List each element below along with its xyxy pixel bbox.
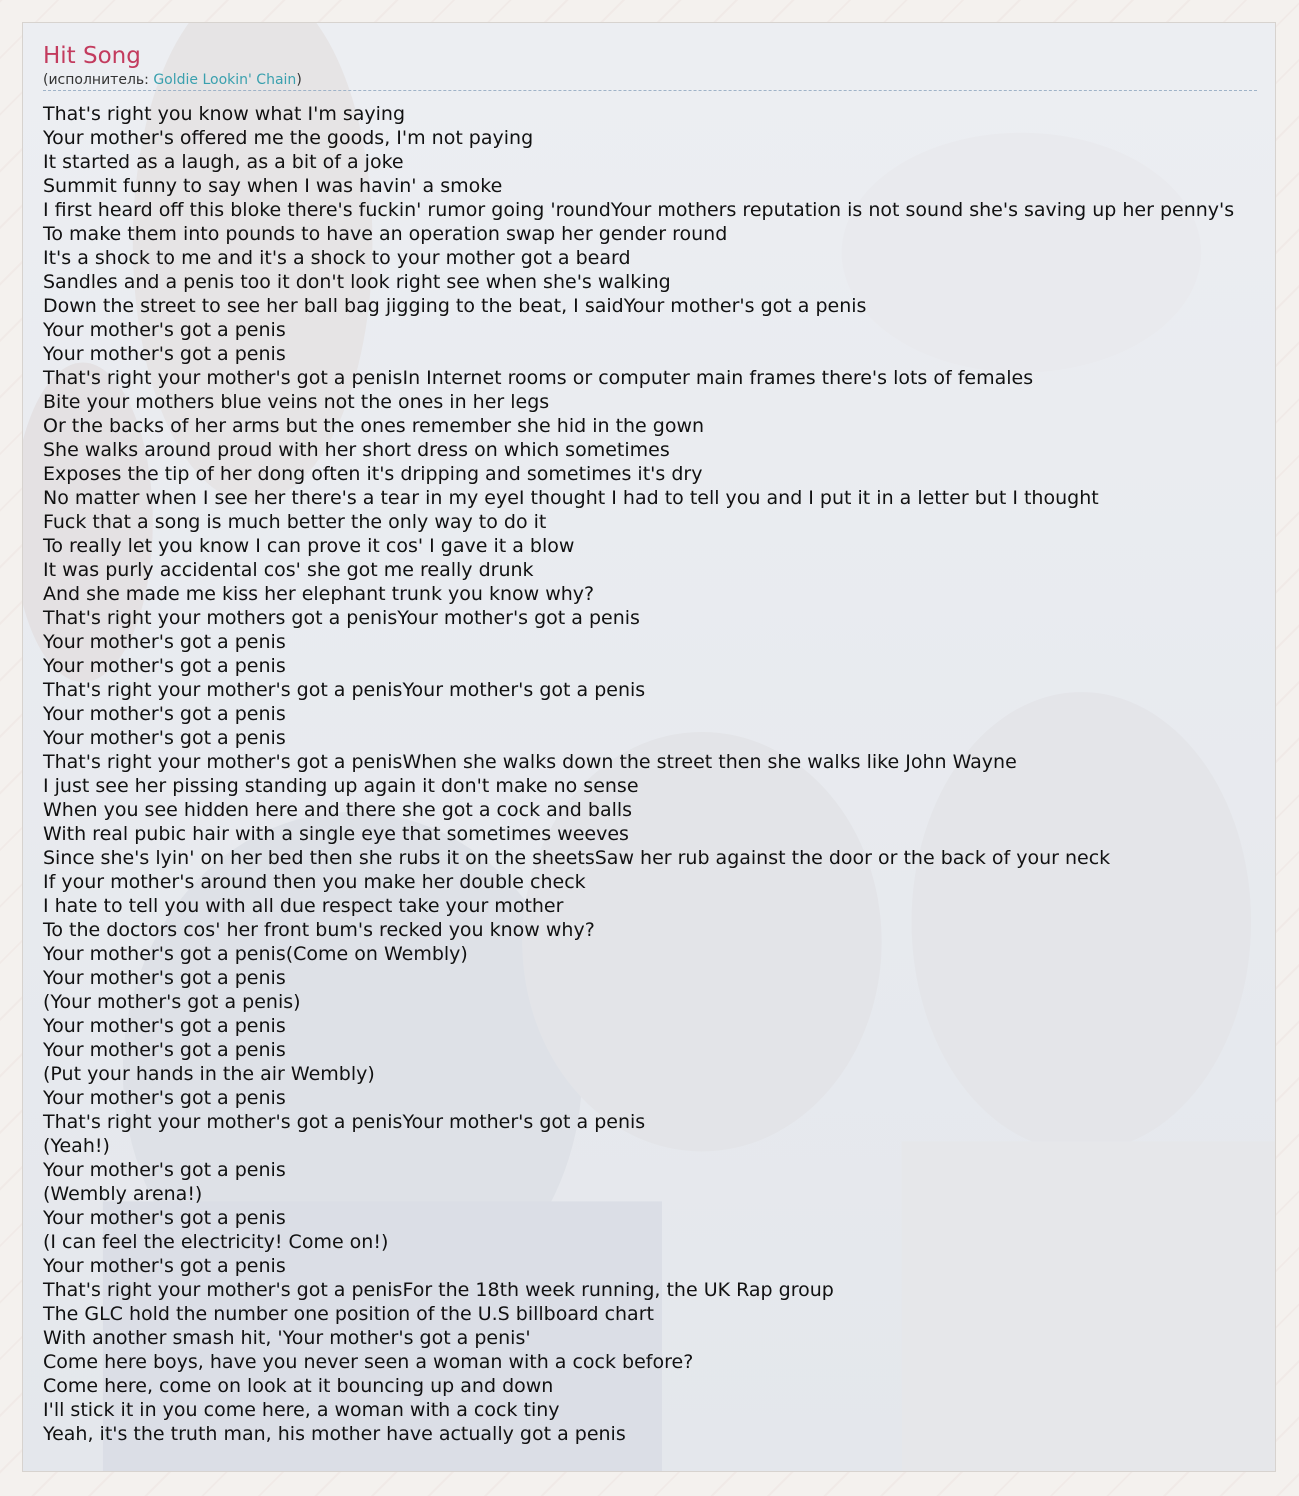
lyric-line: That's right your mother's got a penisWhen she walks down the street then she walks like John Wayne [43,751,1017,773]
lyric-line: Come here, come on look at it bouncing up and down [43,1375,554,1397]
lyric-line: Exposes the tip of her dong often it's dripping and sometimes it's dry [43,463,703,485]
song-content [43,41,1275,1471]
lyric-line: Down the street to see her ball bag jigging to the beat, I saidYour mother's got a penis [43,295,867,317]
lyric-line: (Wembly arena!) [43,1183,203,1205]
lyric-line: I hate to tell you with all due respect take your mother [43,895,564,917]
lyric-line: Yeah, it's the truth man, his mother have actually got a penis [43,1423,626,1445]
lyric-line: Bite your mothers blue veins not the ones in her legs [43,391,550,413]
lyric-line: If your mother's around then you make her double check [43,871,586,893]
lyric-line: Your mother's got a penis [43,319,286,341]
lyric-line: (Your mother's got a penis) [43,991,301,1013]
artist-prefix: (исполнитель: [43,72,154,88]
lyric-line: (Yeah!) [43,1135,110,1157]
lyric-line: Your mother's got a penis [43,967,286,989]
lyric-line: Your mother's got a penis [43,1255,286,1277]
lyric-line: I first heard off this bloke there's fuckin' rumor going 'roundYour mothers reputation is not sound she's saving up her penny's [43,199,1235,221]
lyric-line: I just see her pissing standing up again it don't make no sense [43,775,639,797]
lyric-line: Come here boys, have you never seen a woman with a cock before? [43,1351,694,1373]
lyric-line: To the doctors cos' her front bum's recked you know why? [43,919,595,941]
lyric-line: That's right you know what I'm saying [43,103,406,125]
lyric-line: (Put your hands in the air Wembly) [43,1063,375,1085]
lyric-line: Your mother's got a penis [43,1039,286,1061]
artist-link[interactable]: Goldie Lookin' Chain [153,72,297,88]
lyric-line: I'll stick it in you come here, a woman with a cock tiny [43,1399,560,1421]
lyric-line: Your mother's got a penis [43,343,286,365]
lyric-line: Your mother's got a penis [43,655,286,677]
lyric-line: Your mother's got a penis [43,1087,286,1109]
lyric-line: Your mother's got a penis [43,1015,286,1037]
lyric-line: Your mother's offered me the goods, I'm not paying [43,127,534,149]
artist-suffix: ) [296,72,302,88]
lyric-line: When you see hidden here and there she got a cock and balls [43,799,633,821]
lyric-line: To make them into pounds to have an operation swap her gender round [43,223,728,245]
lyric-line: That's right your mother's got a penisFor the 18th week running, the UK Rap group [43,1279,834,1301]
lyric-line: Fuck that a song is much better the only way to do it [43,511,547,533]
lyric-line: That's right your mother's got a penisYour mother's got a penis [43,1111,646,1133]
song-title: Hit Song [43,43,141,69]
lyric-line: It's a shock to me and it's a shock to your mother got a beard [43,247,631,269]
lyric-line: Your mother's got a penis(Come on Wembly) [43,943,468,965]
lyric-line: Your mother's got a penis [43,703,286,725]
lyric-line: Your mother's got a penis [43,727,286,749]
lyric-line: Since she's lyin' on her bed then she rubs it on the sheetsSaw her rub against the door or the back of your neck [43,847,1111,869]
title-divider [43,90,1257,91]
lyric-line: To really let you know I can prove it cos' I gave it a blow [43,535,575,557]
lyric-line: With real pubic hair with a single eye that sometimes weeves [43,823,629,845]
lyric-line: Your mother's got a penis [43,1159,286,1181]
lyric-line: That's right your mothers got a penisYour mother's got a penis [43,607,640,629]
lyric-line: No matter when I see her there's a tear in my eyeI thought I had to tell you and I put it in a letter but I thought [43,487,1099,509]
lyrics-panel [22,22,1276,1472]
lyric-line: And she made me kiss her elephant trunk you know why? [43,583,595,605]
lyric-line: That's right your mother's got a penisYour mother's got a penis [43,679,646,701]
lyric-line: Your mother's got a penis [43,631,286,653]
lyric-line: Your mother's got a penis [43,1207,286,1229]
lyric-line: Summit funny to say when I was havin' a smoke [43,175,503,197]
lyric-line: (I can feel the electricity! Come on!) [43,1231,389,1253]
lyric-line: Sandles and a penis too it don't look right see when she's walking [43,271,671,293]
lyric-line: Or the backs of her arms but the ones remember she hid in the gown [43,415,705,437]
lyric-line: She walks around proud with her short dress on which sometimes [43,439,670,461]
lyrics-body [43,102,1276,1446]
lyric-line: The GLC hold the number one position of the U.S billboard chart [43,1303,654,1325]
lyric-line: That's right your mother's got a penisIn Internet rooms or computer main frames there's lots of females [43,367,1034,389]
lyric-line: It started as a laugh, as a bit of a joke [43,151,404,173]
artist-line [43,71,1275,89]
lyric-line: With another smash hit, 'Your mother's got a penis' [43,1327,531,1349]
lyric-line: It was purly accidental cos' she got me really drunk [43,559,534,581]
